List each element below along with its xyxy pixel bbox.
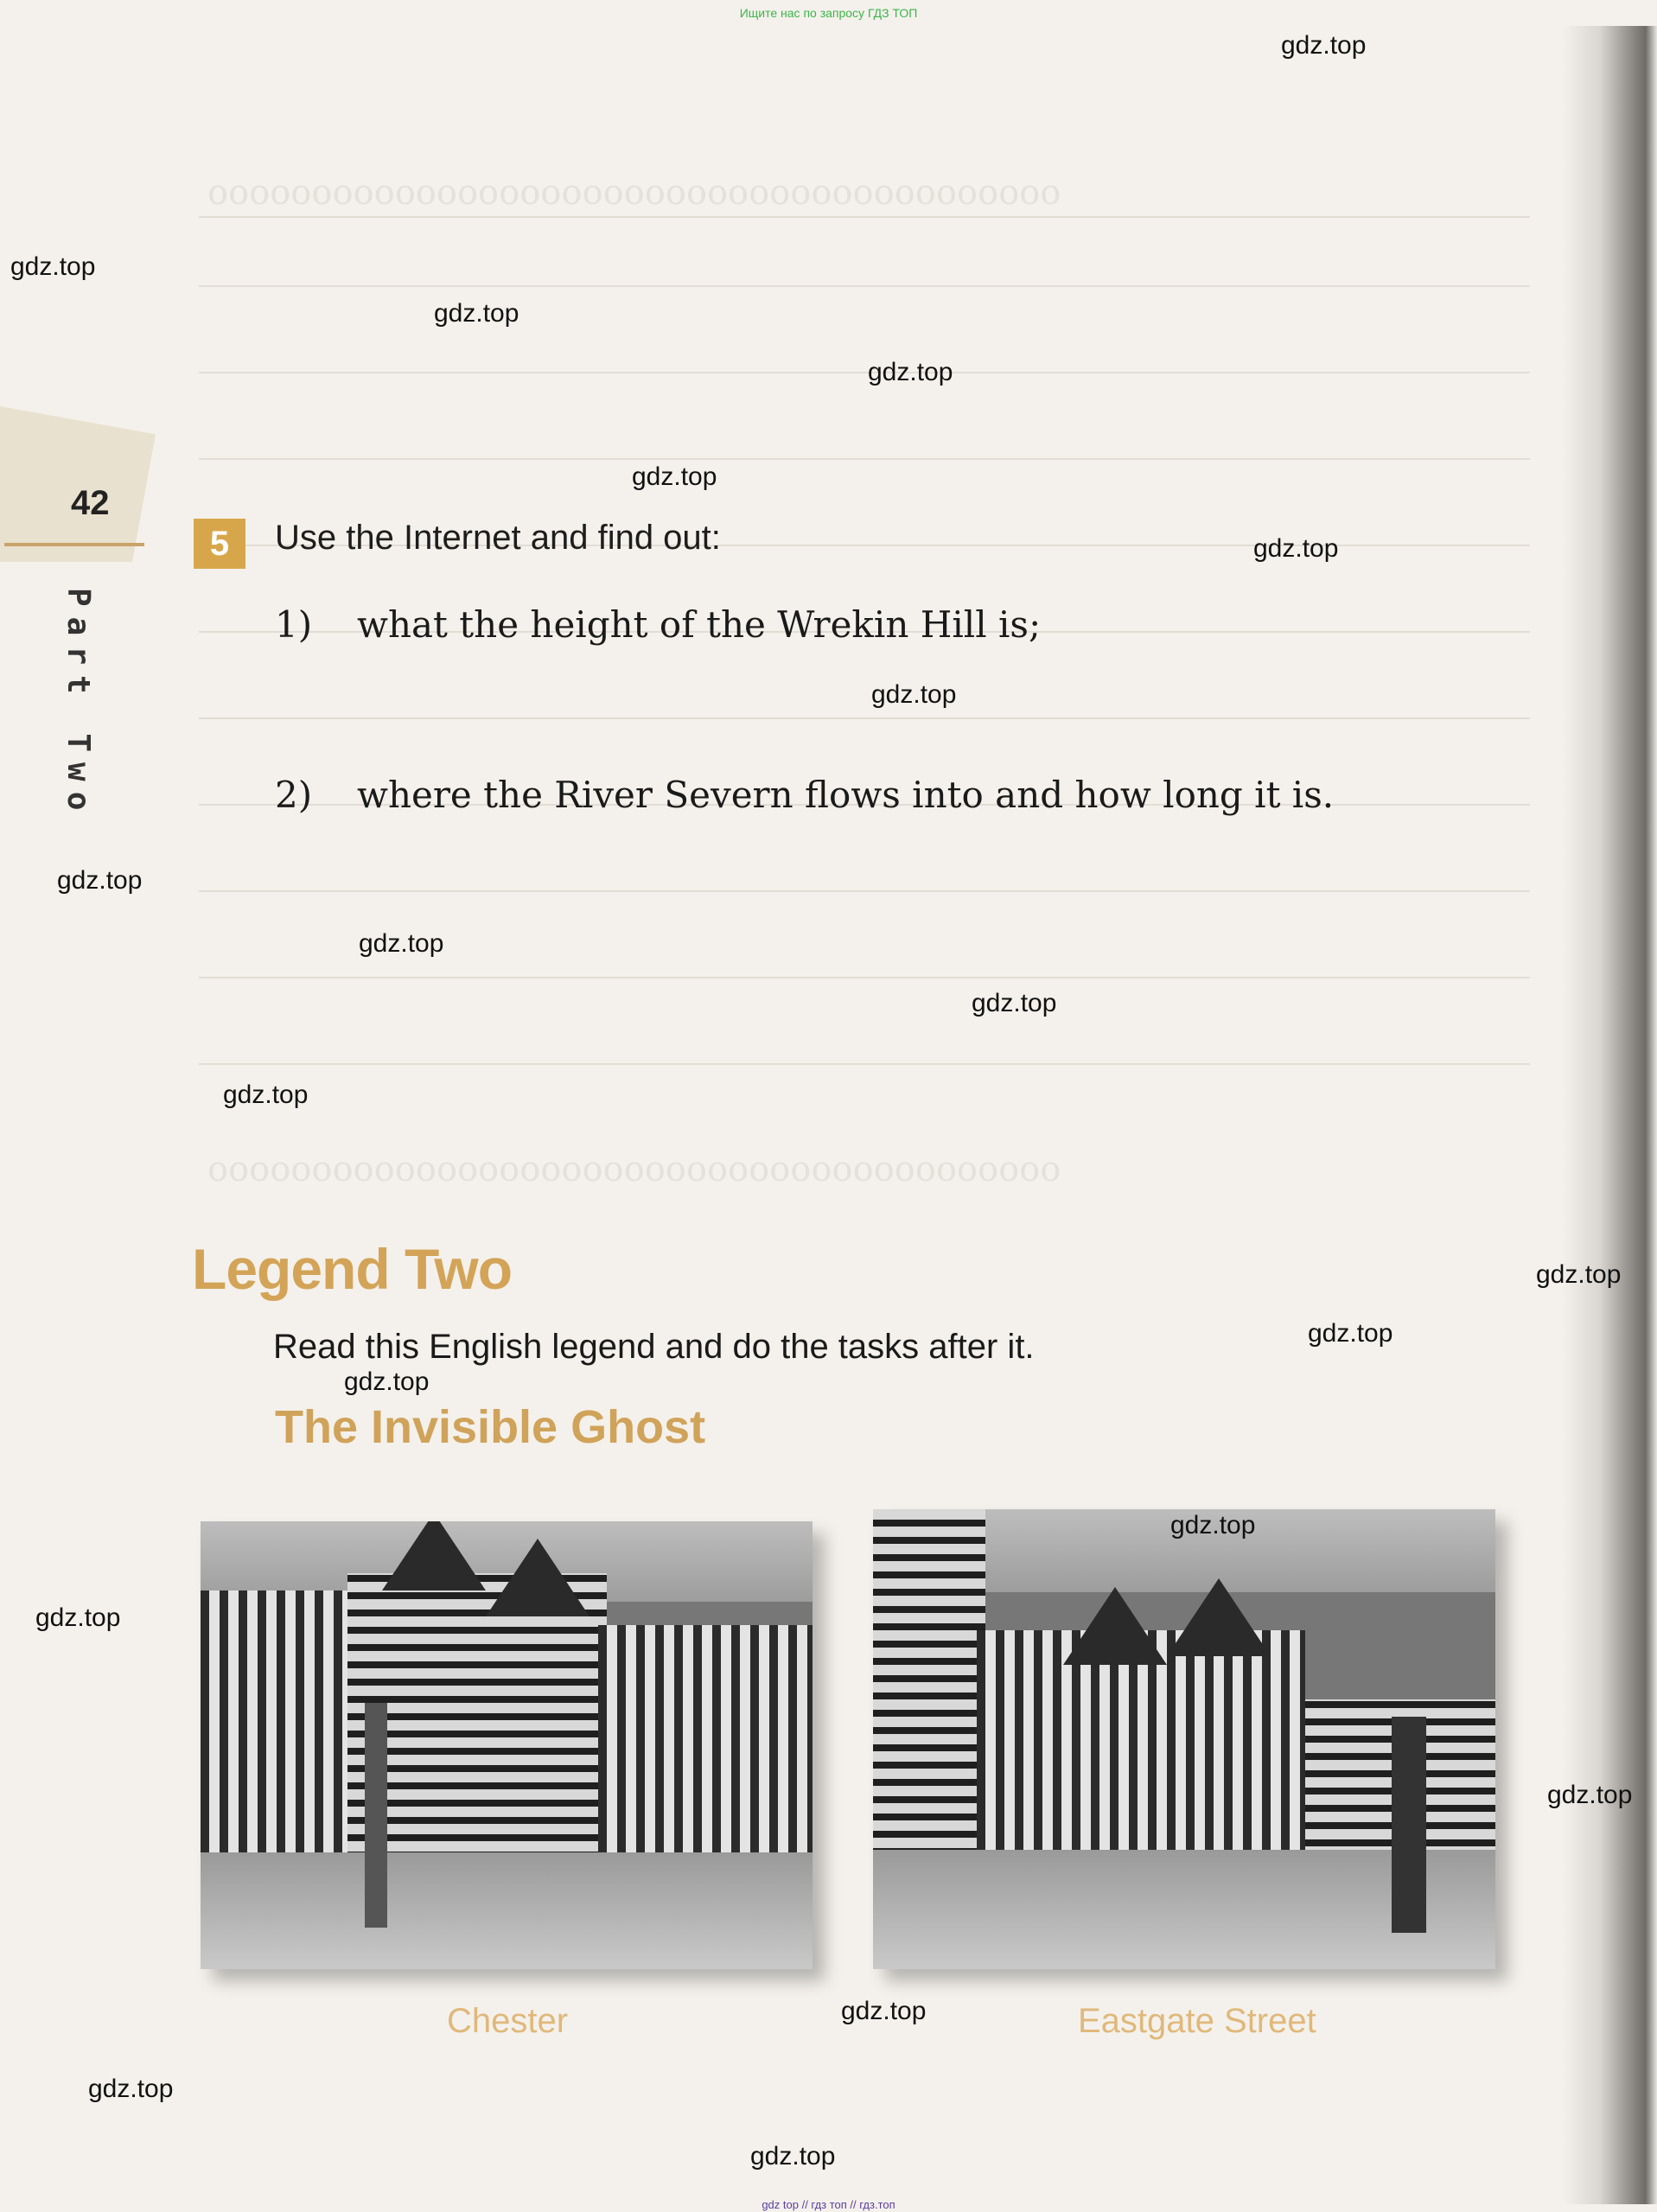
task-item-number: 2) [275,774,313,816]
show-through-text: ooooooooooooooooooooooooooooooooooooooooo [207,1150,1061,1189]
top-banner[interactable]: Ищите нас по запросу ГДЗ ТОП [739,6,918,20]
watermark: gdz.top [1253,534,1339,563]
watermark: gdz.top [359,929,444,958]
show-through-text: ooooooooooooooooooooooooooooooooooooooooo [207,173,1061,213]
watermark: gdz.top [223,1081,309,1109]
chester-photo [201,1521,813,1969]
watermark: gdz.top [10,252,96,281]
page-rule [4,543,144,546]
page-binding-shadow [1562,26,1657,2204]
watermark: gdz.top [1281,31,1367,60]
task-heading: Use the Internet and find out: [275,519,721,557]
watermark: gdz.top [871,680,957,709]
watermark: gdz.top [841,1997,927,2025]
watermark: gdz.top [1547,1781,1633,1809]
bottom-banner[interactable]: gdz top // гдз топ // гдз.топ [762,2198,895,2211]
photo-caption: Eastgate Street [1078,2002,1316,2040]
photo-caption: Chester [447,2002,569,2040]
task-item-text: where the River Severn flows into and how long it is. [357,774,1335,816]
task-item-number: 1) [275,603,313,646]
legend-heading: Legend Two [192,1237,513,1301]
legend-instruction: Read this English legend and do the tasks after it. [273,1328,1035,1366]
watermark: gdz.top [434,299,519,328]
task-item [275,774,1334,816]
watermark: gdz.top [88,2075,174,2103]
watermark: gdz.top [344,1367,430,1396]
watermark: gdz.top [750,2142,836,2171]
eastgate-street-photo [873,1509,1495,1969]
task-number-badge: 5 [194,519,245,569]
watermark: gdz.top [57,866,143,895]
watermark: gdz.top [632,462,717,491]
task-item-text: what the height of the Wrekin Hill is; [357,603,1042,646]
watermark: gdz.top [1536,1260,1622,1289]
story-title: The Invisible Ghost [275,1401,706,1453]
section-label: Part Two [61,588,96,821]
page-number: 42 [71,484,110,522]
watermark: gdz.top [972,989,1057,1017]
watermark: gdz.top [35,1603,121,1632]
task-item [275,603,1041,646]
watermark: gdz.top [1308,1319,1393,1348]
watermark: gdz.top [1170,1511,1256,1539]
watermark: gdz.top [868,358,953,386]
